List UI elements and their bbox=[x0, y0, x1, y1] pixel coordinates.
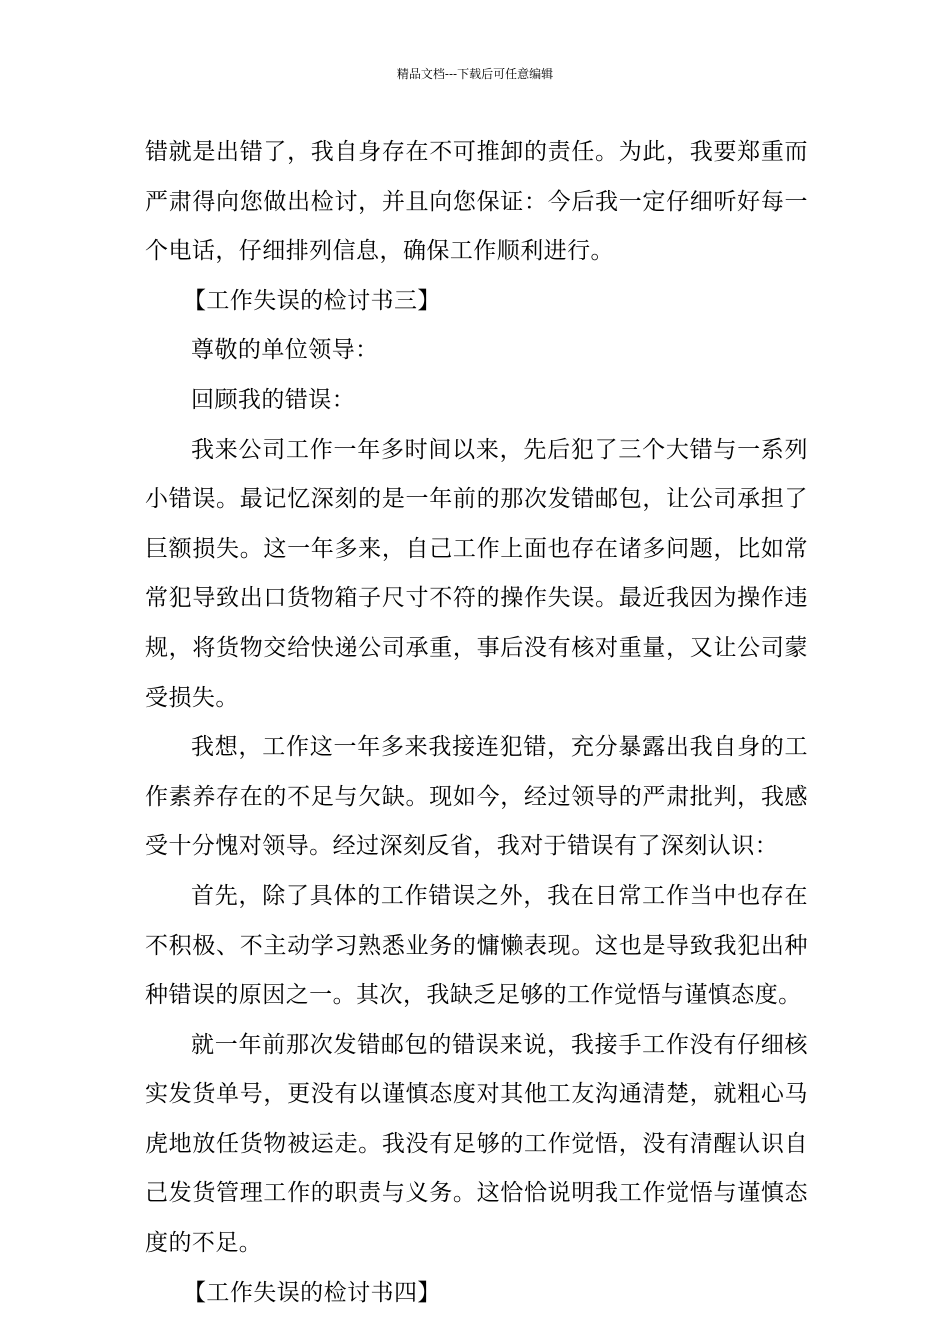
section-heading-four: 【工作失误的检讨书四】 bbox=[182, 1279, 441, 1306]
paragraph: 我想，工作这一年多来我接连犯错，充分暴露出我自身的工作素养存在的不足与欠缺。现如今，经过领导的严肃批判，我感受十分愧对领导。经过深刻反省，我对于错误有了深刻认识： bbox=[145, 734, 808, 860]
page-header: 精品文档---下载后可任意编辑 bbox=[396, 67, 554, 81]
paragraph: 首先，除了具体的工作错误之外，我在日常工作当中也存在不积极、不主动学习熟悉业务的慵懒表现。这也是导致我犯出种种错误的原因之一。其次，我缺乏足够的工作觉悟与谨慎态度。 bbox=[145, 882, 808, 1009]
salutation: 尊敬的单位领导： bbox=[191, 337, 379, 364]
section-heading-three: 【工作失误的检讨书三】 bbox=[182, 287, 441, 314]
paragraph-review: 回顾我的错误： bbox=[191, 386, 356, 413]
paragraph-continuation: 错就是出错了，我自身存在不可推卸的责任。为此，我要郑重而严肃得向您做出检讨，并且向您保证：今后我一定仔细听好每一个电话，仔细排列信息，确保工作顺利进行。 bbox=[145, 139, 808, 265]
paragraph: 我来公司工作一年多时间以来，先后犯了三个大错与一系列小错误。最记忆深刻的是一年前的那次发错邮包，让公司承担了巨额损失。这一年多来，自己工作上面也存在诸多问题，比如常常犯导致出口货物箱子尺寸不符的操作失误。最近我因为操作违规，将货物交给快递公司承重，事后没有核对重量，又让公司蒙受损失。 bbox=[145, 436, 808, 711]
paragraph: 就一年前那次发错邮包的错误来说，我接手工作没有仔细核实发货单号，更没有以谨慎态度对其他工友沟通清楚，就粗心马虎地放任货物被运走。我没有足够的工作觉悟，没有清醒认识自己发货管理工作的职责与义务。这恰恰说明我工作觉悟与谨慎态度的不足。 bbox=[145, 1031, 808, 1257]
document-body bbox=[145, 128, 808, 1318]
